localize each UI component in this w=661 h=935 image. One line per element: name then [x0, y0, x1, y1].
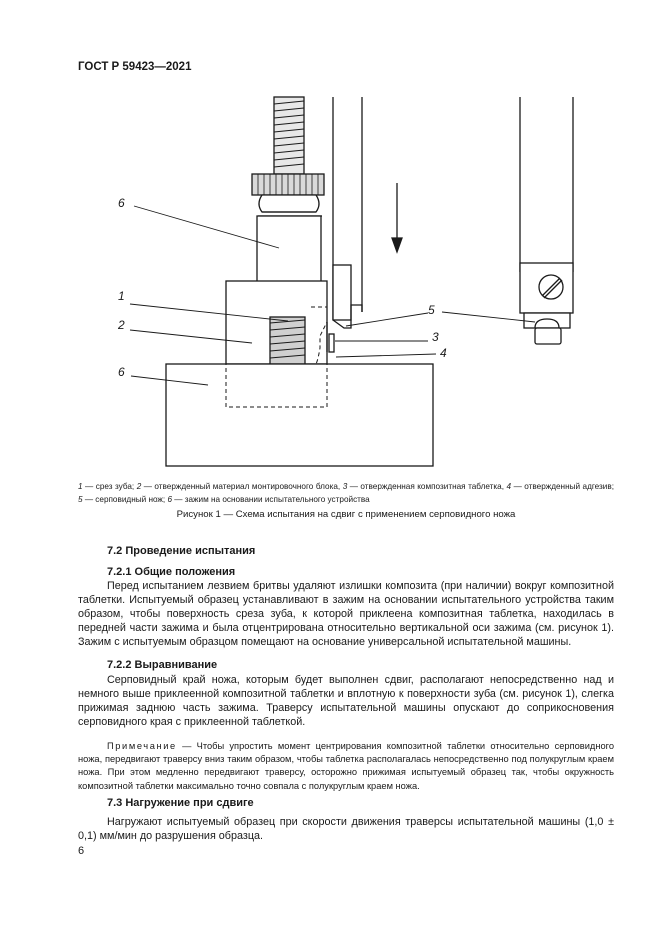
legend-text: — срез зуба; — [82, 482, 137, 491]
label-1: 1 — [118, 289, 125, 303]
legend-num: 1 — [78, 482, 83, 491]
label-4: 4 — [440, 346, 447, 360]
legend-text: — отвержденный материал монтировочного блока, — [141, 482, 343, 491]
legend-num: 2 — [136, 482, 142, 491]
threaded-rod-lower — [270, 317, 305, 364]
note-paragraph — [78, 740, 614, 793]
legend-num: 6 — [167, 495, 173, 504]
base-clamp — [166, 364, 433, 466]
page-number: 6 — [78, 845, 85, 857]
threaded-rod-top — [274, 97, 304, 174]
document-header: ГОСТ Р 59423—2021 — [78, 61, 192, 73]
section-7-2-1-title: 7.2.1 Общие положения — [107, 566, 236, 578]
section-7-3-title: 7.3 Нагружение при сдвиге — [107, 797, 254, 809]
note-text: — Чтобы упростить момент центрирования композитной таблетки относительно серповидного ножа, передвигают траверсу вниз таким образом, чтобы таблетка располагалась непосредственно под полукруглым краем ножа. При этом медленно передвигают траверсу, осторожно прижимая испытуемый образец так, чтобы окружность композитной таблетки максимально точно совпала с полукруглым краем ножа. — [78, 741, 614, 791]
legend-text: — отвержденная композитная таблетка, — [347, 482, 507, 491]
label-6-top: 6 — [118, 196, 125, 210]
knurled-nut — [252, 174, 324, 216]
label-3: 3 — [432, 330, 439, 344]
label-5: 5 — [428, 303, 435, 317]
legend-text: — отвержденный адгезив; — [511, 482, 615, 491]
down-arrow-icon — [392, 183, 402, 252]
legend-num: 4 — [506, 482, 512, 491]
label-2: 2 — [118, 318, 125, 332]
legend-text: — серповидный нож; — [82, 495, 168, 504]
note-lead: Примечание — [107, 741, 177, 751]
figure-caption: Рисунок 1 — Схема испытания на сдвиг с применением серповидного ножа — [176, 509, 516, 520]
crosshead-bar — [327, 97, 362, 352]
label-6-bottom: 6 — [118, 365, 125, 379]
legend-text: — зажим на основании испытательного устройства — [172, 495, 370, 504]
figure-legend — [78, 480, 614, 506]
section-7-3-text: Нагружают испытуемый образец при скорости движения траверсы испытательной машины (1,0 ± 0,1) мм/мин до разрушения образца. — [78, 816, 614, 842]
knife-side-view — [520, 97, 573, 344]
legend-num: 3 — [342, 482, 348, 491]
section-7-2-2-text: Серповидный край ножа, которым будет выполнен сдвиг, располагают непосредственно над и немного выше приклеенной композитной таблетки и вплотную к поверхности зуба (см. рисунок 1), слегка прижимая заднюю часть зажима. Траверсу испытательной машины опускают до соприкосновения серповидного края с приклеенной таблеткой. — [78, 674, 614, 728]
section-7-2-2-title: 7.2.2 Выравнивание — [107, 659, 218, 671]
section-7-2-title: 7.2 Проведение испытания — [107, 545, 256, 557]
legend-num: 5 — [78, 495, 83, 504]
section-7-2-1-text: Перед испытанием лезвием бритвы удаляют излишки композита (при наличии) вокруг композитной таблетки. Испытуемый образец устанавливают в зажим на основании испытательного устройства таким образом, чтобы поверхность среза зуба, к которой приклеена композитная таблетка, находилась в передней части зажима и была отцентрирована относительно вертикальной оси зажима (см. рисунок 1). Зажим с испытуемым образцом помещают на основание универсальной испытательной машины. — [78, 580, 614, 648]
